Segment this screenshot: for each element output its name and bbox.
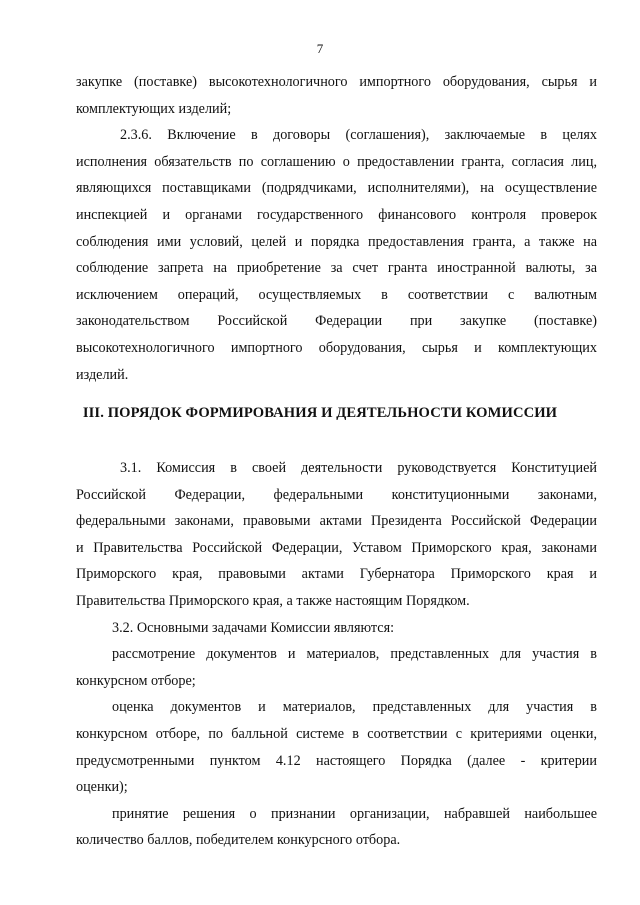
text-line: федеральными законами, правовыми актами Президента Российской Федерации — [76, 513, 597, 530]
text-line: высокотехнологичного импортного оборудования, сырья и комплектующих — [76, 339, 597, 356]
section-2-text — [76, 69, 597, 388]
text-line: инспекцией и органами государственного финансового контроля проверок — [76, 206, 597, 223]
text-line: 3.2. Основными задачами Комиссии являются: — [112, 619, 395, 636]
text-line: закупке (поставке) высокотехнологичного импортного оборудования, сырья и — [76, 74, 597, 90]
text-line: оценка документов и материалов, представленных для участия в — [112, 699, 597, 716]
text-line: и Правительства Российской Федерации, Уставом Приморского края, законами — [76, 539, 597, 556]
text-line: исполнения обязательств по соглашению о предоставлении гранта, согласия лиц, — [76, 153, 597, 170]
text-line: Российской Федерации, федеральными конституционными законами, — [76, 486, 597, 503]
text-line: исключением операций, осуществляемых в соответствии с валютным — [76, 286, 597, 303]
page-number: 7 — [316, 41, 324, 56]
text-line: 3.1. Комиссия в своей деятельности руководствуется Конституцией — [120, 460, 597, 476]
text-line: изделий. — [76, 366, 129, 383]
text-line: количество баллов, победителем конкурсного отбора. — [76, 832, 401, 849]
text-line: являющихся поставщиками (подрядчиками, исполнителями), на осуществление — [76, 180, 597, 197]
text-line: рассмотрение документов и материалов, представленных для участия в — [112, 646, 597, 663]
text-line: комплектующих изделий; — [76, 100, 232, 117]
text-line: Правительства Приморского края, а также настоящим Порядком. — [76, 592, 470, 609]
text-line: конкурсном отборе, по балльной системе в соответствии с критериями оценки, — [76, 725, 597, 742]
text-line: соблюдения ими условий, целей и порядка предоставления гранта, а также на — [76, 233, 597, 250]
text-line: конкурсном отборе; — [76, 672, 196, 689]
text-line: Приморского края, правовыми актами Губернатора Приморского края и — [76, 566, 597, 583]
text-line: соблюдение запрета на приобретение за счет гранта иностранной валюты, за — [76, 260, 597, 277]
text-line: принятие решения о признании организации, набравшей наибольшее — [112, 805, 597, 822]
text-line: предусмотренными пунктом 4.12 настоящего Порядка (далее - критерии — [76, 752, 597, 769]
text-line: 2.3.6. Включение в договоры (соглашения), заключаемые в целях — [120, 127, 597, 144]
text-line: законодательством Российской Федерации при закупке (поставке) — [76, 313, 597, 330]
section-3-text — [76, 455, 597, 854]
text-line: оценки); — [76, 779, 128, 796]
section-heading: III. ПОРЯДОК ФОРМИРОВАНИЯ И ДЕЯТЕЛЬНОСТИ КОМИССИИ — [82, 405, 558, 421]
